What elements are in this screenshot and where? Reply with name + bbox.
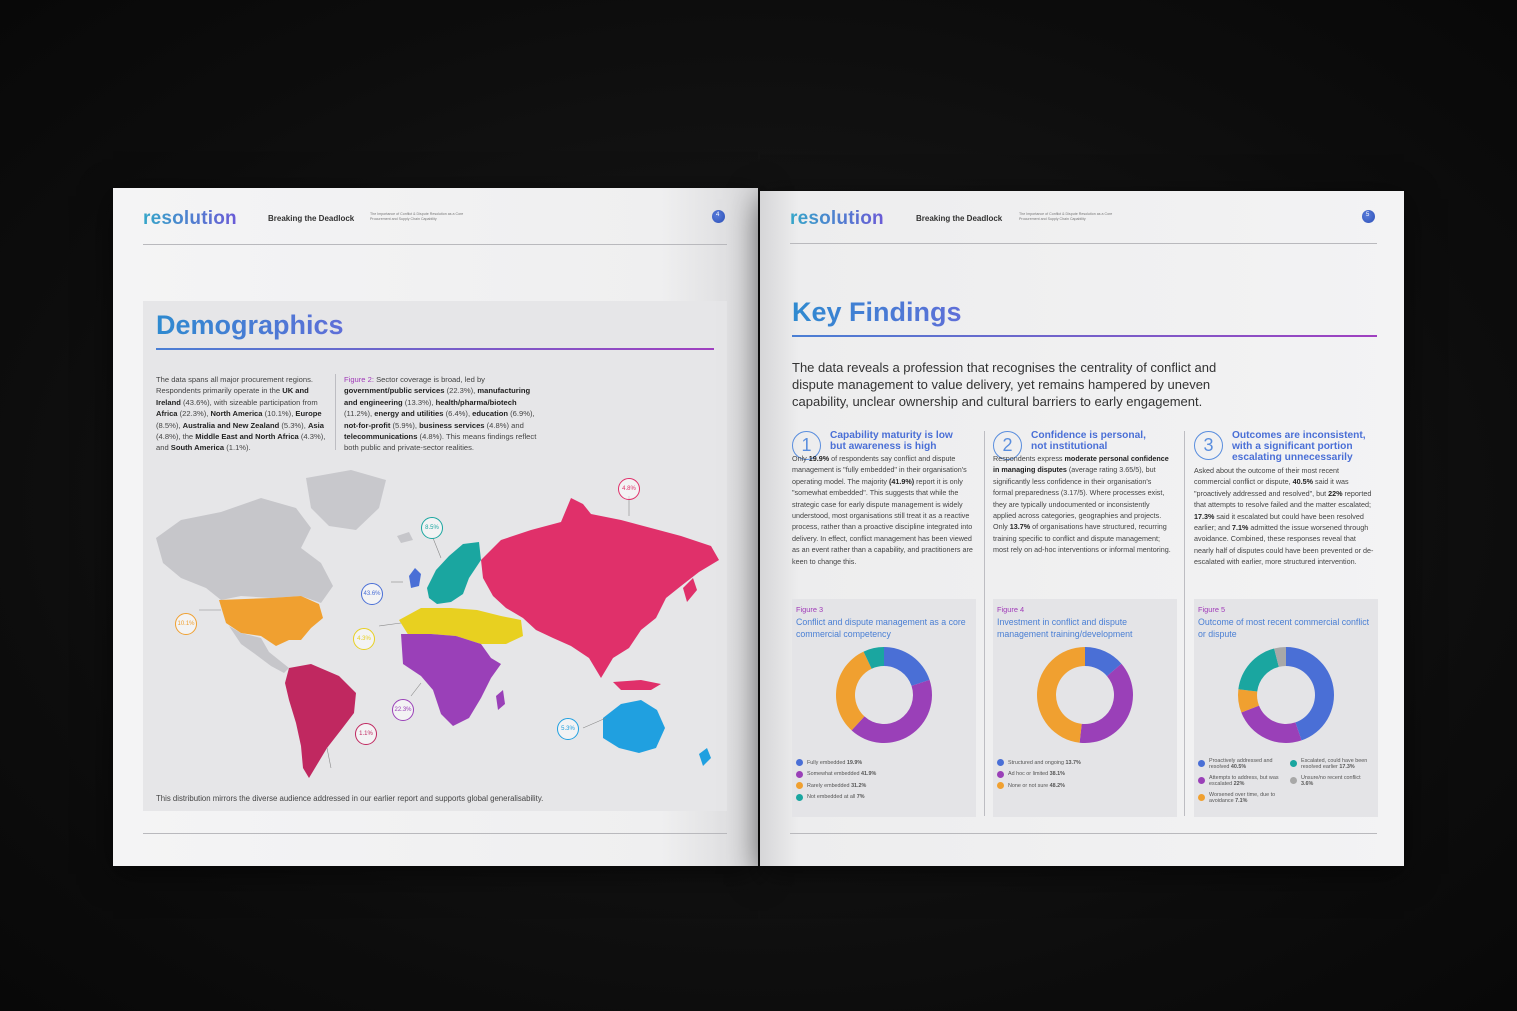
header-subtitle: The Importance of Conflict & Dispute Resolution as a Core Procurement and Supply Chain Capability (370, 212, 464, 221)
figure-3-label: Figure 3 (796, 605, 824, 614)
figure-5-card (1194, 599, 1378, 817)
legend-label: Attempts to address, but was escalated (1209, 774, 1279, 787)
legend-value: 19.9% (846, 759, 863, 766)
legend-value: 40.5% (1230, 763, 1247, 770)
legend-item (1290, 755, 1374, 772)
legend-swatch (1198, 794, 1205, 801)
legend-swatch (796, 759, 803, 766)
legend-item (1290, 772, 1374, 789)
map-uk-ireland (409, 568, 421, 588)
legend-label: Rarely embedded (807, 782, 850, 789)
header-rule (790, 243, 1377, 244)
map-south-america (285, 664, 356, 778)
legend-label: Fully embedded (807, 759, 846, 766)
legend-value: 7% (856, 794, 865, 801)
legend-label: Escalated, could have been resolved earlier (1301, 757, 1368, 770)
map-africa (401, 634, 501, 726)
callout-south-america: 1.1% (355, 723, 377, 745)
figure-3-card (792, 599, 976, 817)
legend-item (997, 757, 1081, 769)
legend-item (796, 780, 876, 792)
brand-logo: resolution (790, 208, 884, 229)
page-number-badge (712, 210, 725, 223)
legend-swatch (1198, 777, 1205, 784)
legend-label: Unsure/no recent conflict (1301, 774, 1361, 781)
legend-swatch (997, 759, 1004, 766)
page-title: Demographics (156, 310, 344, 340)
finding-3-number: 3 (1194, 431, 1223, 460)
legend-label: Proactively addressed and resolved (1209, 757, 1273, 770)
map-greenland (306, 470, 386, 530)
page-title: Key Findings (792, 297, 962, 327)
finding-1-title: Capability maturity is low but awareness is high (830, 430, 953, 452)
figure-5-legend-b (1290, 755, 1374, 789)
map-indonesia (613, 680, 661, 690)
legend-label: Worsened over time, due to avoidance (1209, 791, 1276, 804)
figure-4-title: Investment in conflict and dispute management training/development (997, 617, 1133, 639)
figure-3-legend (796, 757, 876, 803)
intro-text: The data spans all major procurement regions. Respondents primarily operate in the UK and Ireland (43.6%), with sizeable participation from Africa (22.3%), North America (10.1%), Europe (8.5%), Australia and New Zealand (5.3%), Asia (4.8%), the Middle East and North Africa (4.3%), and South America (1.1%). (156, 375, 326, 453)
map-iceland (397, 532, 413, 543)
footer-rule (143, 833, 727, 834)
page-number: 5 (1366, 212, 1370, 218)
footer-rule (790, 833, 1377, 834)
finding-3-body: Asked about the outcome of their most recent commercial conflict or dispute, 40.5% said it was "proactively addressed and resolved", but 22% reported that attempts to resolve failed and the matter escalated; 17.3% said it escalated but could have been resolved earlier; and 7.1% admitted the issue worsened through avoidance. Combined, these responses reveal that nearly half of disputes could have been prevented or de-escalated with earlier, more structured intervention. (1194, 466, 1374, 567)
legend-swatch (796, 771, 803, 778)
header-title: Breaking the Deadlock (916, 214, 1003, 223)
title-rule (792, 335, 1377, 337)
figure-5-donut (1236, 645, 1336, 745)
legend-value: 7.1% (1235, 797, 1248, 804)
legend-swatch (796, 782, 803, 789)
figure-5-title: Outcome of most recent commercial conflict or dispute (1198, 617, 1370, 639)
legend-swatch (1198, 760, 1205, 767)
finding-2-body: Respondents express moderate personal confidence in managing disputes (average rating 3.65/5), but significantly less confidence in their organisation's formal preparedness (3.17/5). Where processes exist, they are typically undocumented or inconsistently applied across categories, geographies and projects. Only 13.7% of organisations have structured, recurring training specific to conflict and dispute management; most rely on ad-hoc interventions or informal mentoring. (993, 454, 1171, 555)
column-divider (984, 431, 985, 816)
legend-value: 3.6% (1301, 780, 1314, 787)
figure2-label: Figure 2: (344, 375, 374, 384)
legend-item (1198, 789, 1286, 806)
donut-slice-somewhat-embedded (852, 680, 932, 743)
map-australia (603, 700, 665, 753)
legend-label: Not embedded at all (807, 794, 856, 801)
figure-4-label: Figure 4 (997, 605, 1025, 614)
donut-slice-attempts-to-address-but-was-escalated (1241, 706, 1301, 743)
header-rule (143, 244, 727, 245)
finding-3-title: Outcomes are inconsistent, with a significant portion escalating unnecessarily (1232, 430, 1366, 463)
map-canada (156, 498, 333, 603)
column-divider (1184, 431, 1185, 816)
legend-item (796, 769, 876, 781)
donut-slice-escalated-could-have-been-resolved-earlier (1238, 648, 1278, 691)
figure-4-donut (1035, 645, 1135, 745)
figure2-body: Sector coverage is broad, led by government/public services (22.3%), manufacturing and engineering (13.3%), health/pharma/biotech (11.2%), energy and utilities (6.4%), education (6.9%), not-for-profit (5.9%), business services (4.8%) and telecommunications (4.8%). This means findings reflect both public and private-sector realities. (344, 375, 537, 453)
legend-swatch (997, 771, 1004, 778)
finding-2-number: 2 (993, 431, 1022, 460)
callout-europe: 8.5% (421, 517, 443, 539)
donut-slice-none-or-not-sure (1037, 647, 1085, 743)
donut-slice-ad-hoc-or-limited (1080, 664, 1133, 743)
legend-item (796, 757, 876, 769)
legend-label: Structured and ongoing (1008, 759, 1065, 766)
figure-4-legend (997, 757, 1081, 792)
legend-label: None or not sure (1008, 782, 1049, 789)
legend-value: 17.3% (1339, 763, 1355, 770)
legend-item (796, 792, 876, 804)
callout-africa: 22.3% (392, 699, 414, 721)
right-page (760, 191, 1404, 866)
donut-slice-fully-embedded (884, 647, 930, 686)
figure-3-donut (834, 645, 934, 745)
map-caption: This distribution mirrors the diverse audience addressed in our earlier report and supports global generalisability. (156, 794, 544, 803)
header-title: Breaking the Deadlock (268, 214, 355, 223)
callout-uk-ireland: 43.6% (361, 583, 383, 605)
map-europe (427, 542, 481, 604)
header-subtitle: The Importance of Conflict & Dispute Resolution as a Core Procurement and Supply Chain Capability (1019, 212, 1113, 221)
callout-north-america: 10.1% (175, 613, 197, 635)
map-madagascar (496, 690, 505, 710)
lead-paragraph: The data reveals a profession that recognises the centrality of conflict and dispute management to value delivery, yet remains hampered by uneven capability, unclear ownership and cultural barriers to early engagement. (792, 360, 1217, 409)
brand-logo: resolution (143, 208, 237, 229)
legend-value: 48.2% (1049, 782, 1065, 789)
legend-label: Somewhat embedded (807, 771, 860, 778)
legend-swatch (997, 782, 1004, 789)
title-rule (156, 348, 714, 350)
legend-value: 38.1% (1049, 771, 1065, 778)
left-page (113, 188, 758, 866)
figure-5-legend-a (1198, 755, 1286, 806)
callout-asia: 4.8% (618, 478, 640, 500)
map-usa (219, 596, 323, 646)
finding-1-number: 1 (792, 431, 821, 460)
legend-value: 31.2% (851, 782, 867, 789)
figure-5-label: Figure 5 (1198, 605, 1226, 614)
legend-item (997, 780, 1081, 792)
legend-label: Ad hoc or limited (1008, 771, 1049, 778)
figure2-text (344, 374, 544, 454)
map-new-zealand (699, 748, 711, 766)
legend-swatch (796, 794, 803, 801)
figure-3-title: Conflict and dispute management as a core commercial competency (796, 617, 966, 639)
legend-item (1198, 772, 1286, 789)
callout-mena: 4.3% (353, 628, 375, 650)
page-number: 4 (716, 212, 720, 218)
finding-2-title: Confidence is personal, not institutional (1031, 430, 1146, 452)
page-number-badge (1362, 210, 1375, 223)
legend-value: 41.9% (860, 771, 877, 778)
legend-value: 13.7% (1065, 759, 1081, 766)
legend-item (997, 769, 1081, 781)
legend-value: 22% (1233, 780, 1245, 787)
world-map (151, 468, 726, 788)
legend-swatch (1290, 777, 1297, 784)
figure-4-card (993, 599, 1177, 817)
callout-australia: 5.3% (557, 718, 579, 740)
legend-item (1198, 755, 1286, 772)
finding-1-body: Only 19.9% of respondents say conflict and dispute management is "fully embedded" in their organisation's operating model. The majority (41.9%) report it is only "somewhat embedded". This suggests that while the strategic case for early dispute management is widely understood, most organisations still treat it as a reactive process, rather than a proactive discipline integrated into delivery. In effect, conflict management has been viewed as an event rather than a capability, and practitioners are keen to change this. (792, 454, 973, 566)
legend-swatch (1290, 760, 1297, 767)
column-divider (335, 374, 336, 450)
